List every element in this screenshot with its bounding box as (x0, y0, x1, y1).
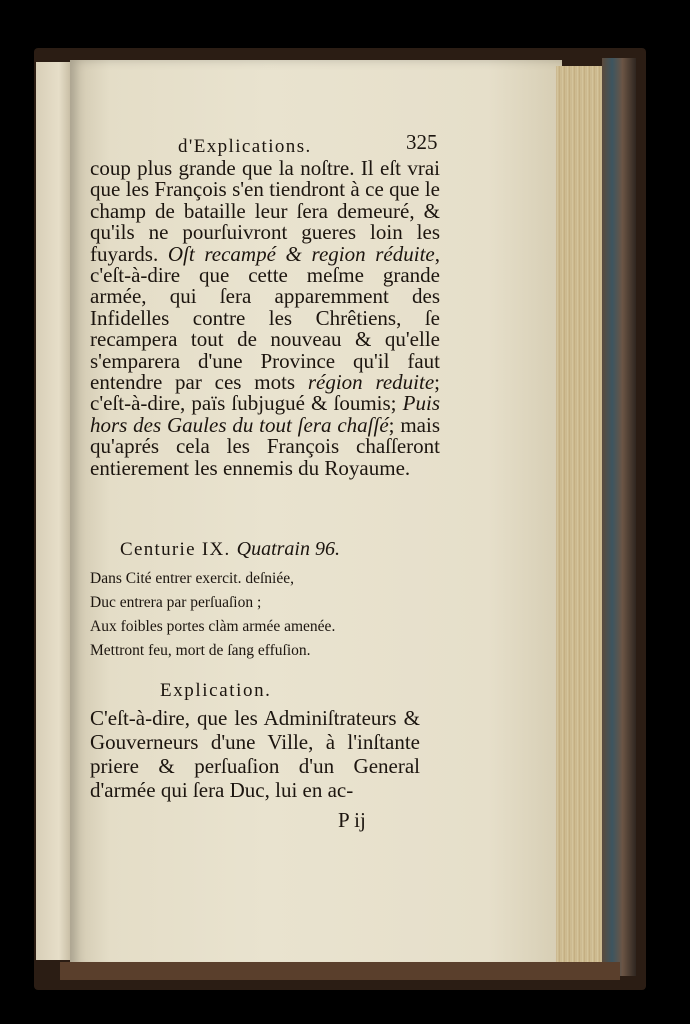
quote-1: Oſt recampé & region réduite (167, 241, 435, 266)
paragraph-explication: C'eſt-à-dire, que les Adminiſtrateurs & Gouverneurs d'une Ville, à l'inſtante priere & perſuaſion d'un General d'armée qui ſera Duc, lui en ac- (90, 706, 420, 802)
section-title-centurie: Centurie IX. (120, 539, 231, 560)
left-page-edge (36, 62, 74, 960)
paragraph-text-1d: ; mais qu'aprés cela les François chaſſeront entierement les ennemis du Royaume. (90, 412, 441, 480)
page-number: 325 (406, 130, 438, 154)
cover-edge (602, 58, 636, 976)
signature-mark: P ij (338, 808, 366, 832)
bottom-rim (60, 962, 620, 980)
page-block-edges (556, 66, 602, 974)
paragraph-text-1c: ; c'eſt-à-dire, païs ſubjugué & ſoumis; (90, 370, 441, 416)
quote-2: région reduite (307, 370, 435, 395)
paragraph-text-1b: , c'eſt-à-dire que cette meſme grande armée, qui ſera apparemment des Infidelles contre les Chrêtiens, ſe recampera tout de nouveau & qu'elle s'emparera d'une Province qu'il faut entendre par ces mots (90, 241, 440, 395)
paragraph-text-1: coup plus grande que la noſtre. Il eſt vrai que les François s'en tiendront à ce que le champ de bataille leur ſera demeuré, & qu'ils ne pourſuivront gueres loin les fuyards. (90, 156, 440, 266)
paragraph-continued (90, 158, 440, 479)
quatrain-verses (90, 567, 335, 663)
verse-line: Aux foibles portes clàm armée amenée. (90, 618, 336, 635)
section-title-quatrain: Quatrain 96. (236, 538, 340, 560)
running-head: d'Explications. (178, 136, 312, 157)
verse-line: Dans Cité entrer exercit. deſniée, (90, 570, 294, 587)
verse-line: Duc entrera par perſuaſion ; (90, 594, 262, 611)
explication-heading: Explication. (160, 680, 272, 701)
quote-3: Puis hors des Gaules du tout ſera chaſſé (90, 391, 440, 437)
section-heading (120, 538, 340, 561)
verse-line: Mettront feu, mort de ſang effuſion. (90, 642, 311, 659)
